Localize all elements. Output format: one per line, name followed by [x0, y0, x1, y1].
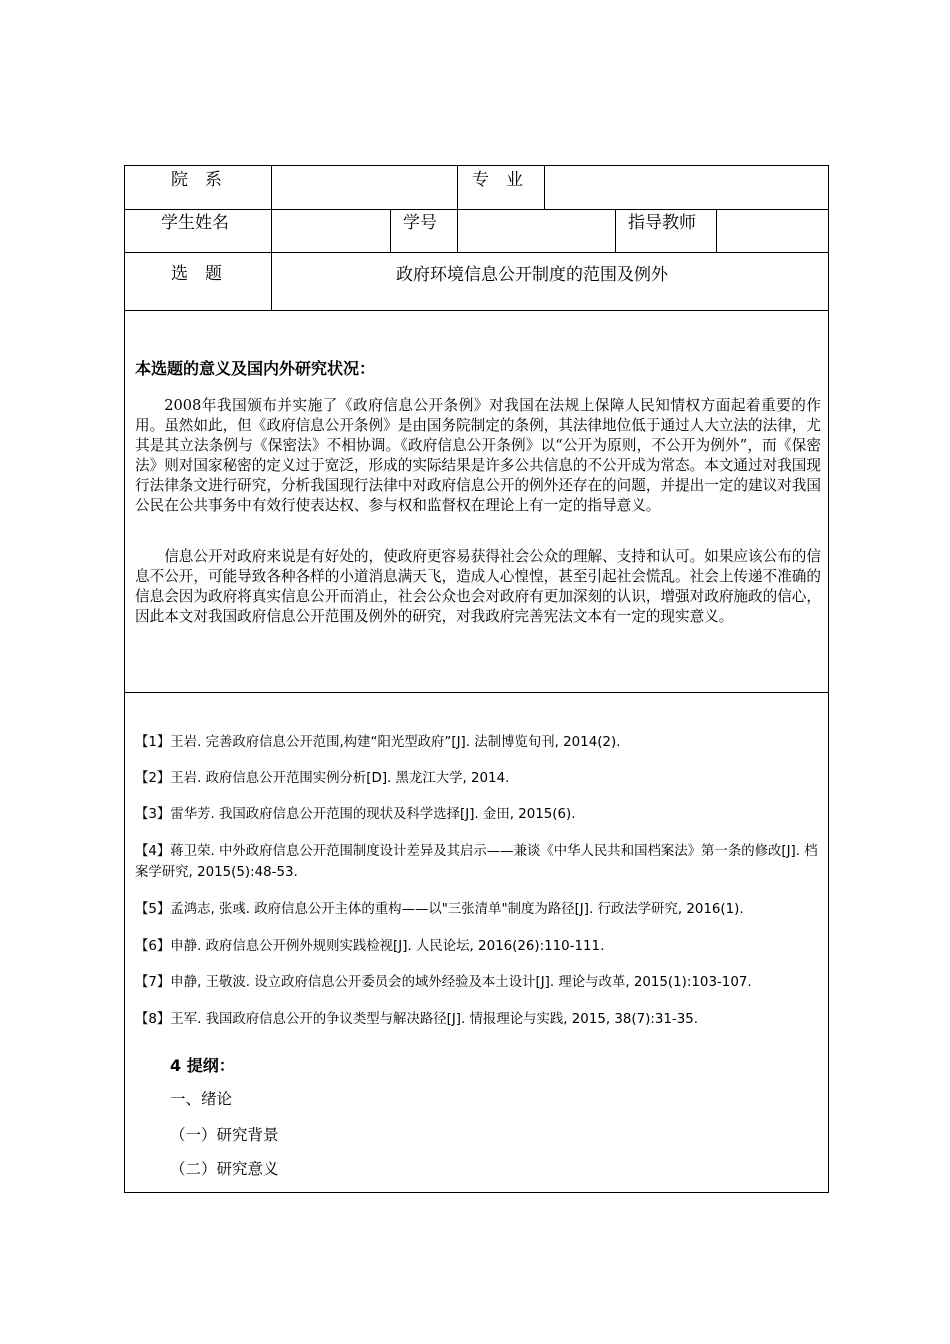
reference-item: 【5】孟鸿志, 张彧. 政府信息公开主体的重构——以"三张清单"制度为路径[J]. 行政法学研究, 2016(1).	[135, 902, 744, 917]
major-label: 专 业	[472, 170, 523, 190]
student-id-label: 学号	[403, 213, 437, 233]
col-divider	[457, 166, 458, 252]
col-divider	[271, 166, 272, 310]
reference-item: 【7】申静, 王敬波. 设立政府信息公开委员会的域外经验及本土设计[J]. 理论与改革, 2015(1):103-107.	[135, 975, 752, 990]
topic-label: 选 题	[171, 264, 222, 284]
row-divider	[125, 310, 828, 311]
proposal-form	[124, 165, 829, 1193]
topic-value: 政府环境信息公开制度的范围及例外	[396, 265, 668, 285]
reference-item: 【3】雷华芳. 我国政府信息公开范围的现状及科学选择[J]. 金田, 2015(6).	[135, 807, 576, 822]
col-divider	[390, 209, 391, 252]
reference-item: 【2】王岩. 政府信息公开范围实例分析[D]. 黑龙江大学, 2014.	[135, 771, 510, 786]
outline-item: 一、绪论	[170, 1090, 233, 1108]
outline-item: （二）研究意义	[170, 1160, 279, 1178]
advisor-label: 指导教师	[628, 213, 696, 233]
significance-paragraph-2: 信息公开对政府来说是有好处的，使政府更容易获得社会公众的理解、支持和认可。如果应该公布的信息不公开，可能导致各种各样的小道消息满天飞，造成人心惶惶，甚至引起社会慌乱。社会上传递不准确的信息会因为政府将真实信息公开而消止，社会公众也会对政府有更加深刻的认识，增强对政府施政的信心，因此本文对我国政府信息公开范围及例外的研究，对我政府完善宪法文本有一定的现实意义。	[135, 548, 821, 625]
outline-item: （一）研究背景	[170, 1126, 279, 1144]
student-name-label: 学生姓名	[161, 213, 229, 233]
col-divider	[716, 209, 717, 252]
col-divider	[615, 209, 616, 252]
row-divider	[125, 209, 828, 210]
reference-item: 【1】王岩. 完善政府信息公开范围,构建“阳光型政府”[J]. 法制博览旬刊, 2014(2).	[135, 735, 621, 750]
dept-label: 院 系	[171, 170, 222, 190]
significance-title: 本选题的意义及国内外研究状况：	[135, 359, 376, 378]
reference-item: 【8】王军. 我国政府信息公开的争议类型与解决路径[J]. 情报理论与实践, 2015, 38(7):31-35.	[135, 1012, 699, 1027]
reference-item: 【6】申静. 政府信息公开例外规则实践检视[J]. 人民论坛, 2016(26):110-111.	[135, 939, 605, 954]
reference-item: 【4】蒋卫荣. 中外政府信息公开范围制度设计差异及其启示——兼谈《中华人民共和国档案法》第一条的修改[J]. 档案学研究, 2015(5):48-53.	[135, 844, 818, 880]
outline-title: 4 提纲：	[170, 1056, 235, 1075]
row-divider	[125, 692, 828, 693]
significance-paragraph-1: 2008年我国颁布并实施了《政府信息公开条例》对我国在法规上保障人民知情权方面起着重要的作用。虽然如此，但《政府信息公开条例》是由国务院制定的条例，其法律地位低于通过人大立法的法律，尤其是其立法条例与《保密法》不相协调。《政府信息公开条例》以“公开为原则，不公开为例外”，而《保密法》则对国家秘密的定义过于宽泛，形成的实际结果是许多公共信息的不公开成为常态。本文通过对我国现行法律条文进行研究，分析我国现行法律中对政府信息公开的例外还存在的问题，并提出一定的建议对我国公民在公共事务中有效行使表达权、参与权和监督权在理论上有一定的指导意义。	[135, 397, 821, 514]
row-divider	[125, 252, 828, 253]
col-divider	[544, 166, 545, 209]
